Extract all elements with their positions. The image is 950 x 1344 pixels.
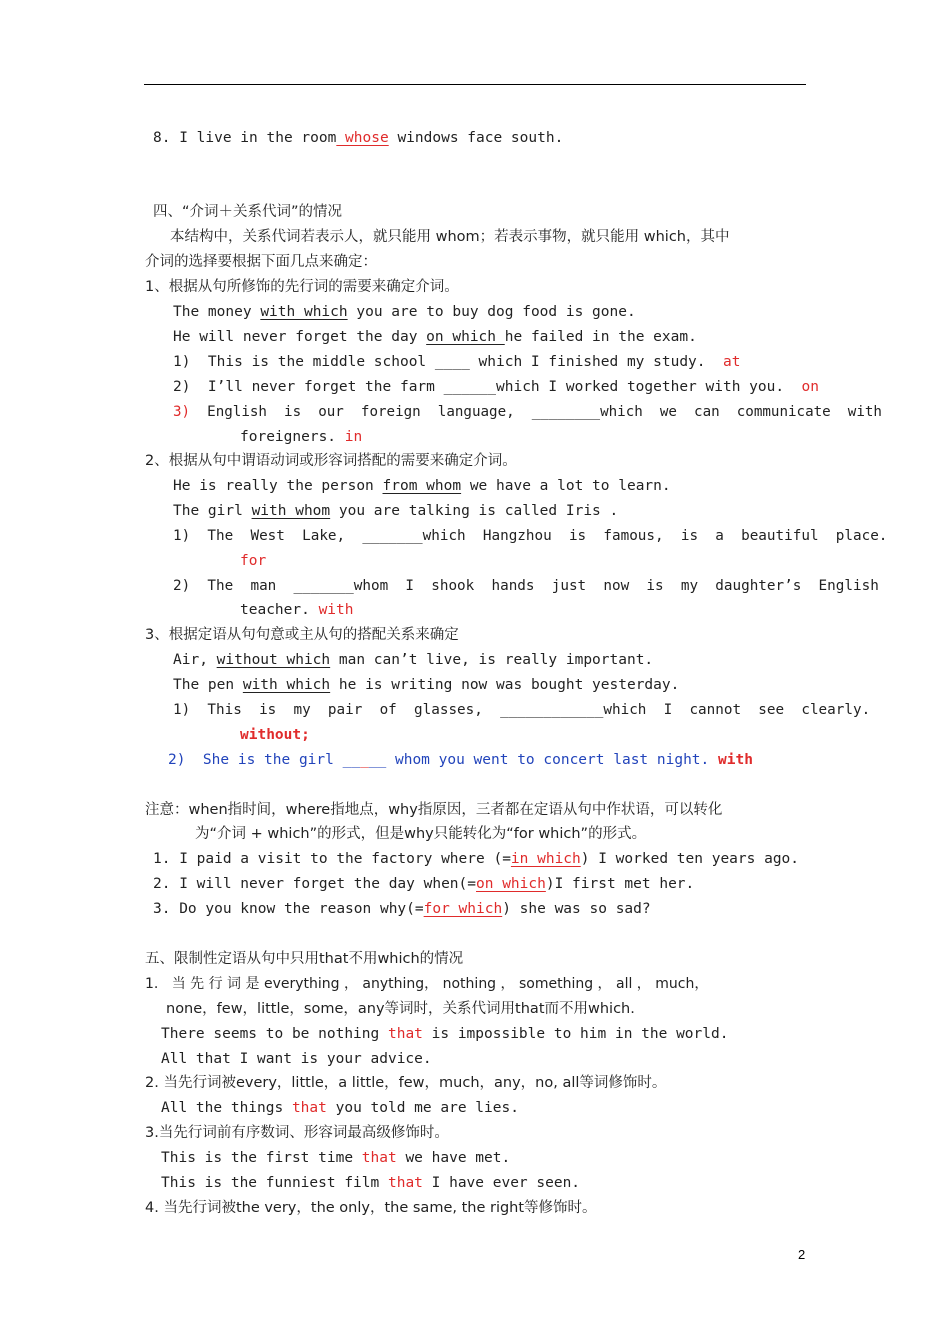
example-line: There seems to be nothing that is impossible to him in the world. (161, 1026, 729, 1042)
example-line: 8. I live in the room whose windows face south. (153, 130, 564, 146)
example-line: 1. I paid a visit to the factory where (=in which) I worked ten years ago. (153, 851, 800, 867)
rule-line: none，few，little，some，any等词时，关系代词用that而不用which. (166, 1001, 635, 1017)
exercise-line: 1) This is my pair of glasses, ____________which I cannot see clearly. (173, 702, 871, 718)
page-number: 2 (798, 1247, 806, 1262)
answer-text: without; (240, 727, 310, 743)
example-line: 3. Do you know the reason why(=for which) she was so sad? (153, 901, 651, 917)
example-line: This is the funniest film that I have ever seen. (161, 1175, 581, 1191)
exercise-line: teacher. with (240, 602, 354, 618)
rule-line: 3.当先行词前有序数词、形容词最高级修饰时。 (145, 1125, 449, 1141)
exercise-line: 1) This is the middle school ____ which I finished my study. at (173, 354, 741, 370)
example-line: He is really the person from whom we have a lot to learn. (173, 478, 671, 494)
paragraph-line: 介词的选择要根据下面几点来确定： (145, 254, 377, 270)
rule-line: 2. 当先行词被every，little，a little，few，much，any，no, all等词修饰时。 (145, 1075, 667, 1091)
example-line: The money with which you are to buy dog food is gone. (173, 304, 636, 320)
exercise-line: 2) The man _______whom I shook hands just now is my daughter’s English (173, 578, 879, 594)
answer-text: for (240, 553, 267, 569)
rule-heading-3: 3、根据定语从句句意或主从句的搭配关系来确定 (145, 627, 459, 643)
exercise-line: foreigners. in (240, 429, 363, 445)
section-heading-5: 五、限制性定语从句中只用that不用which的情况 (145, 951, 464, 967)
exercise-line: 2) I’ll never forget the farm ______which I worked together with you. on (173, 379, 820, 395)
paragraph-line: 本结构中，关系代词若表示人，就只能用 whom；若表示事物，就只能用 which，其中 (170, 229, 730, 245)
exercise-line: 1) The West Lake, _______which Hangzhou is famous, is a beautiful place. (173, 528, 888, 544)
header-rule (144, 84, 806, 85)
section-heading-4: 四、“介词＋关系代词”的情况 (153, 204, 343, 220)
example-line: 2. I will never forget the day when(=on which)I first met her. (153, 876, 695, 892)
note-line: 为“介词 + which”的形式，但是why只能转化为“for which”的形式。 (195, 826, 647, 842)
rule-heading-1: 1、根据从句所修饰的先行词的需要来确定介词。 (145, 279, 459, 295)
exercise-line: 3) English is our foreign language, ________which we can communicate with (173, 404, 882, 420)
rule-line: 1. 当 先 行 词 是 everything ， anything， nothing ， something ， all ， much， (145, 976, 709, 992)
example-line: This is the first time that we have met. (161, 1150, 511, 1166)
rule-line: 4. 当先行词被the very，the only，the same, the right等修饰时。 (145, 1200, 597, 1216)
example-line: Air, without which man can’t live, is really important. (173, 652, 654, 668)
rule-heading-2: 2、根据从句中谓语动词或形容词搭配的需要来确定介词。 (145, 453, 517, 469)
example-line: The pen with which he is writing now was bought yesterday. (173, 677, 680, 693)
exercise-line: 2) She is the girl _____ whom you went to concert last night. with (168, 752, 753, 768)
note-line: 注意：when指时间，where指地点，why指原因，三者都在定语从句中作状语，可以转化 (145, 802, 723, 818)
example-line: The girl with whom you are talking is called Iris . (173, 503, 619, 519)
example-line: He will never forget the day on which he failed in the exam. (173, 329, 697, 345)
example-line: All that I want is your advice. (161, 1051, 432, 1067)
example-line: All the things that you told me are lies. (161, 1100, 519, 1116)
